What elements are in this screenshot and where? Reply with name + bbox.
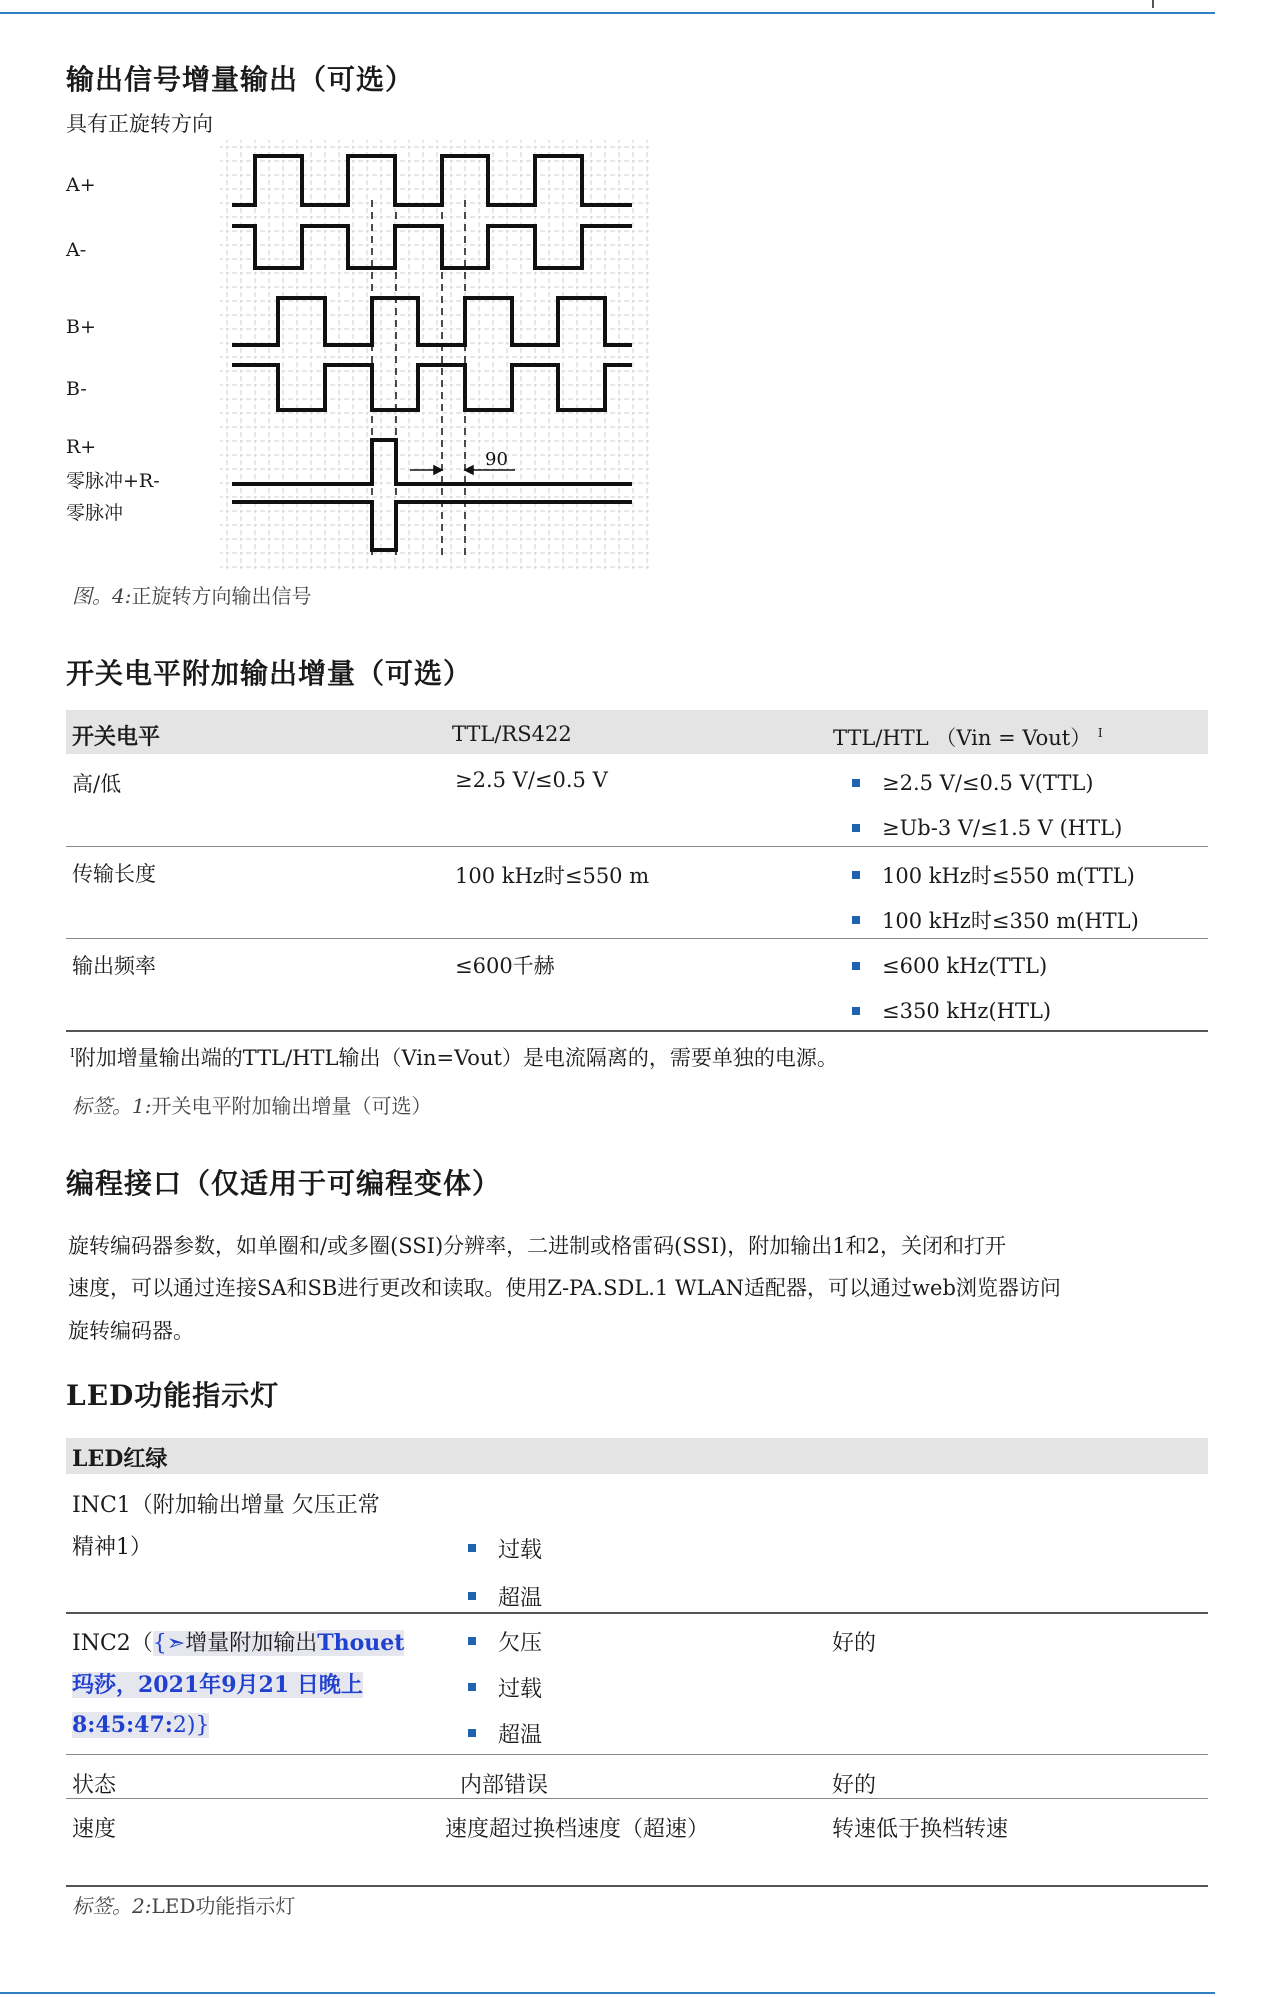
bullet-icon [852,916,860,924]
list-item [852,760,1122,805]
table1-header-col2: TTL/RS422 [452,722,572,746]
inc2-status: 好的 [832,1631,877,1656]
list-item-text: 100 kHz时≤550 m(TTL) [882,863,1135,888]
status-row-red: 内部错误 [460,1773,549,1798]
bullet-icon [852,871,860,879]
inc2-field-close: 2)} [172,1713,210,1738]
bullet-icon [468,1592,476,1600]
list-item [468,1664,542,1710]
bullet-icon [852,779,860,787]
list-item [468,1524,542,1572]
header-rule [0,12,1215,14]
speed-row-label: 速度 [72,1817,117,1842]
bullet-icon [468,1729,476,1737]
table1-row1-htl-list [852,760,1122,850]
table2-divider [66,1612,1208,1614]
table1-bottom-rule [66,1030,1208,1032]
inc1-line-2: 精神1） [72,1535,152,1560]
bullet-icon [852,824,860,832]
status-row-green: 好的 [832,1773,877,1798]
list-item-text: ≥Ub-3 V/≤1.5 V (HTL) [882,815,1123,840]
table1-footnote [70,1042,838,1072]
section-title-programming-interface: 编程接口（仅适用于可编程变体） [66,1167,502,1200]
table2-caption-prefix: 标签。2: [72,1894,152,1918]
inc2-field-author: Thouet [317,1630,405,1656]
list-item-text: ≤350 kHz(HTL) [882,998,1052,1023]
list-item [468,1618,542,1664]
list-item-text: ≤600 kHz(TTL) [882,953,1048,978]
footer-rule [0,1992,1215,1994]
table1-caption-prefix: 标签。1: [72,1094,152,1118]
list-item-text: 过载 [498,1537,543,1563]
table1-header-col3-text: TTL/HTL （Vin = Vout） [833,726,1092,750]
table2-bottom-rule [66,1885,1208,1887]
list-item [852,852,1139,897]
table2-caption [72,1890,295,1919]
table1-caption [72,1090,431,1119]
bullet-icon [852,962,860,970]
list-item [852,988,1051,1033]
footnote-mark: I [70,1046,75,1060]
list-item-text: 超温 [498,1722,543,1748]
inc2-field-text: 增量附加输出 [185,1631,318,1656]
table1-header-col1: 开关电平 [72,724,161,750]
figure-caption-text: 正旋转方向输出信号 [131,584,312,608]
table1-row3-htl-list [852,943,1051,1033]
table2-divider [66,1754,1208,1755]
table1-divider [66,846,1208,847]
table2-divider [66,1798,1208,1799]
table1-header-col3-note: I [1097,726,1103,740]
table1-row2-label: 传输长度 [72,862,156,886]
paragraph-line-1: 旋转编码器参数，如单圈和/或多圈(SSI)分辨率，二进制或格雷码(SSI)，附加输出1和2，关闭和打开 [68,1234,1006,1258]
bullet-icon [468,1544,476,1552]
section-subtitle: 具有正旋转方向 [66,112,213,136]
table1-row3-label: 输出频率 [72,954,156,978]
table2-header-bg [66,1438,1208,1474]
bullet-icon [468,1683,476,1691]
header-mark [1152,0,1154,8]
signal-timing-diagram [220,140,650,570]
list-item-text: 100 kHz时≤350 m(HTL) [882,908,1139,933]
inc2-list [468,1618,542,1756]
signal-label-zero-pulse-r-minus: 零脉冲+R- [66,470,160,492]
list-item [852,897,1139,942]
table2-caption-text: LED功能指示灯 [151,1894,296,1918]
signal-label-a-minus: A- [66,239,87,261]
paragraph-line-3: 旋转编码器。 [68,1319,194,1343]
table1-row2-ttl: 100 kHz时≤550 m [455,864,650,888]
figure-caption [72,580,311,609]
list-item-text: ≥2.5 V/≤0.5 V(TTL) [882,770,1094,795]
footnote-text: 附加增量输出端的TTL/HTL输出（Vin=Vout）是电流隔离的，需要单独的电源。 [74,1046,838,1070]
phase-angle-label: 90 [485,449,508,470]
inc2-field-date: 玛莎，2021年9月21 日晚上 [72,1672,363,1698]
inc2-line-2 [72,1668,363,1699]
inc1-list [468,1524,542,1620]
list-item [852,943,1051,988]
paragraph-line-2: 速度，可以通过连接SA和SB进行更改和读取。使用Z-PA.SDL.1 WLAN适配器，可以通过web浏览器访问 [68,1276,1061,1300]
list-item [852,805,1122,850]
status-row-label: 状态 [72,1773,117,1798]
signal-label-b-minus: B- [66,378,87,400]
bullet-icon [468,1637,476,1645]
bullet-icon [852,1007,860,1015]
table1-divider [66,938,1208,939]
inc2-line-1 [72,1626,404,1657]
signal-label-b-plus: B+ [66,316,96,338]
section-title-led: LED功能指示灯 [66,1379,280,1412]
signal-label-zero-pulse: 零脉冲 [66,502,124,524]
speed-row-red: 速度超过换档速度（超速） [445,1817,710,1842]
section-title-switch-level: 开关电平附加输出增量（可选） [66,657,473,690]
list-item-text: 过载 [498,1676,543,1702]
table1-row1-label: 高/低 [72,772,122,796]
list-item [468,1710,542,1756]
section-title-output-signal: 输出信号增量输出（可选） [66,63,415,96]
inc1-line-1: INC1（附加输出增量 欠压正常 [72,1493,380,1518]
inc2-prefix: INC2（ [72,1631,153,1656]
table2-header: LED红绿 [72,1446,168,1472]
inc2-field-code: {➣ [152,1631,186,1656]
inc2-field-time: 8:45:47: [72,1712,173,1738]
table1-caption-text: 开关电平附加输出增量（可选） [151,1094,432,1118]
table1-row3-ttl: ≤600千赫 [455,954,555,978]
table1-row2-htl-list [852,852,1139,942]
inc2-line-3 [72,1712,209,1738]
signal-label-r-plus: R+ [66,436,97,458]
table1-header-col3 [833,722,1103,752]
table1-row1-ttl: ≥2.5 V/≤0.5 V [455,768,608,792]
list-item-text: 超温 [498,1585,543,1611]
signal-label-a-plus: A+ [66,174,96,196]
figure-caption-prefix: 图。4: [72,584,132,608]
list-item-text: 欠压 [498,1630,543,1656]
speed-row-green: 转速低于换档转速 [832,1817,1009,1842]
